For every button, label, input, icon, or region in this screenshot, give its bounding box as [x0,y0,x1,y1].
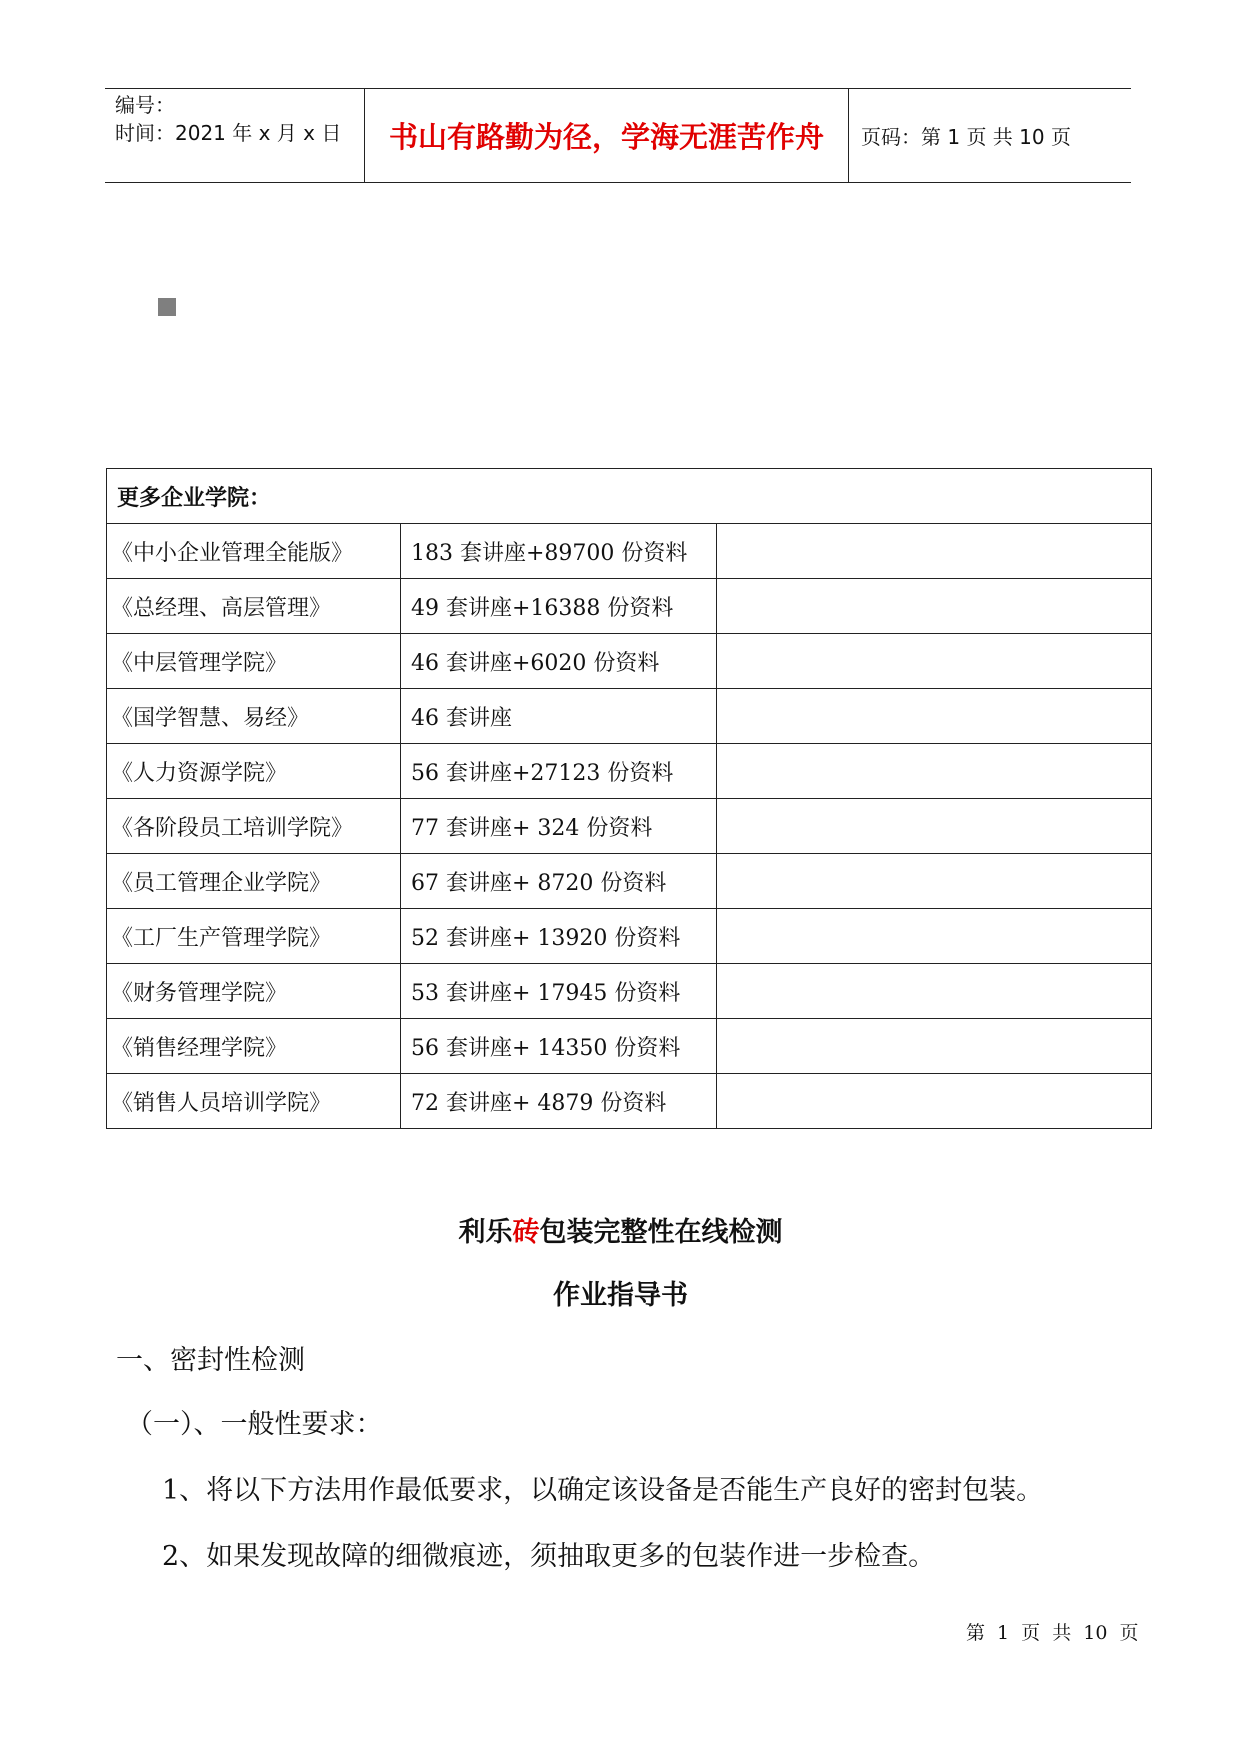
document-subtitle: 作业指导书 [553,1280,688,1311]
header-meta [105,89,365,182]
academy-table [106,468,1152,1129]
table-row [107,909,1152,964]
table-row [107,744,1152,799]
document-title [0,1210,1241,1249]
table-row [107,689,1152,744]
academy-name-cell: 《中层管理学院》 [107,634,401,689]
empty-cell [717,909,1152,964]
table-row [107,579,1152,634]
table-heading: 更多企业学院： [107,469,1152,524]
time-label: 时间：2021 年 x 月 x 日 [115,121,342,145]
title-part1: 利乐 [458,1217,513,1248]
table-row [107,1074,1152,1129]
academy-count-cell: 183 套讲座+89700 份资料 [401,524,717,579]
academy-count-cell: 56 套讲座+27123 份资料 [401,744,717,799]
subsection-heading: （一）、一般性要求： [126,1409,383,1440]
header-motto: 书山有路勤为径，学海无涯苦作舟 [365,89,849,182]
empty-cell [717,964,1152,1019]
page-footer: 第 1 页 共 10 页 [966,1622,1139,1644]
table-row [107,524,1152,579]
academy-name-cell: 《中小企业管理全能版》 [107,524,401,579]
table-row [107,854,1152,909]
empty-cell [717,1074,1152,1129]
academy-count-cell: 77 套讲座+ 324 份资料 [401,799,717,854]
academy-name-cell: 《各阶段员工培训学院》 [107,799,401,854]
table-row [107,1019,1152,1074]
academy-count-cell: 46 套讲座+6020 份资料 [401,634,717,689]
empty-cell [717,634,1152,689]
empty-cell [717,1019,1152,1074]
academy-count-cell: 72 套讲座+ 4879 份资料 [401,1074,717,1129]
academy-name-cell: 《国学智慧、易经》 [107,689,401,744]
academy-name-cell: 《总经理、高层管理》 [107,579,401,634]
number-label: 编号： [115,93,175,117]
empty-cell [717,744,1152,799]
title-part2: 包装完整性在线检测 [539,1217,783,1248]
academy-count-cell: 46 套讲座 [401,689,717,744]
academy-name-cell: 《工厂生产管理学院》 [107,909,401,964]
academy-count-cell: 67 套讲座+ 8720 份资料 [401,854,717,909]
academy-name-cell: 《销售人员培训学院》 [107,1074,401,1129]
academy-count-cell: 56 套讲座+ 14350 份资料 [401,1019,717,1074]
academy-name-cell: 《销售经理学院》 [107,1019,401,1074]
empty-cell [717,854,1152,909]
requirement-item-1: 1、将以下方法用作最低要求，以确定该设备是否能生产良好的密封包装。 [162,1475,1044,1506]
academy-count-cell: 53 套讲座+ 17945 份资料 [401,964,717,1019]
academy-name-cell: 《财务管理学院》 [107,964,401,1019]
table-row [107,799,1152,854]
empty-cell [717,689,1152,744]
empty-cell [717,579,1152,634]
table-row [107,964,1152,1019]
square-bullet-icon [158,298,176,316]
requirement-item-2: 2、如果发现故障的细微痕迹，须抽取更多的包装作进一步检查。 [162,1541,936,1572]
empty-cell [717,524,1152,579]
empty-cell [717,799,1152,854]
academy-count-cell: 49 套讲座+16388 份资料 [401,579,717,634]
table-row [107,634,1152,689]
header-page-code: 页码：第 1 页 共 10 页 [861,125,1071,149]
academy-name-cell: 《人力资源学院》 [107,744,401,799]
section-heading: 一、密封性检测 [116,1345,305,1376]
academy-count-cell: 52 套讲座+ 13920 份资料 [401,909,717,964]
page-header [105,88,1131,183]
academy-name-cell: 《员工管理企业学院》 [107,854,401,909]
title-red-char: 砖 [512,1217,540,1248]
table-heading-row [107,469,1152,524]
